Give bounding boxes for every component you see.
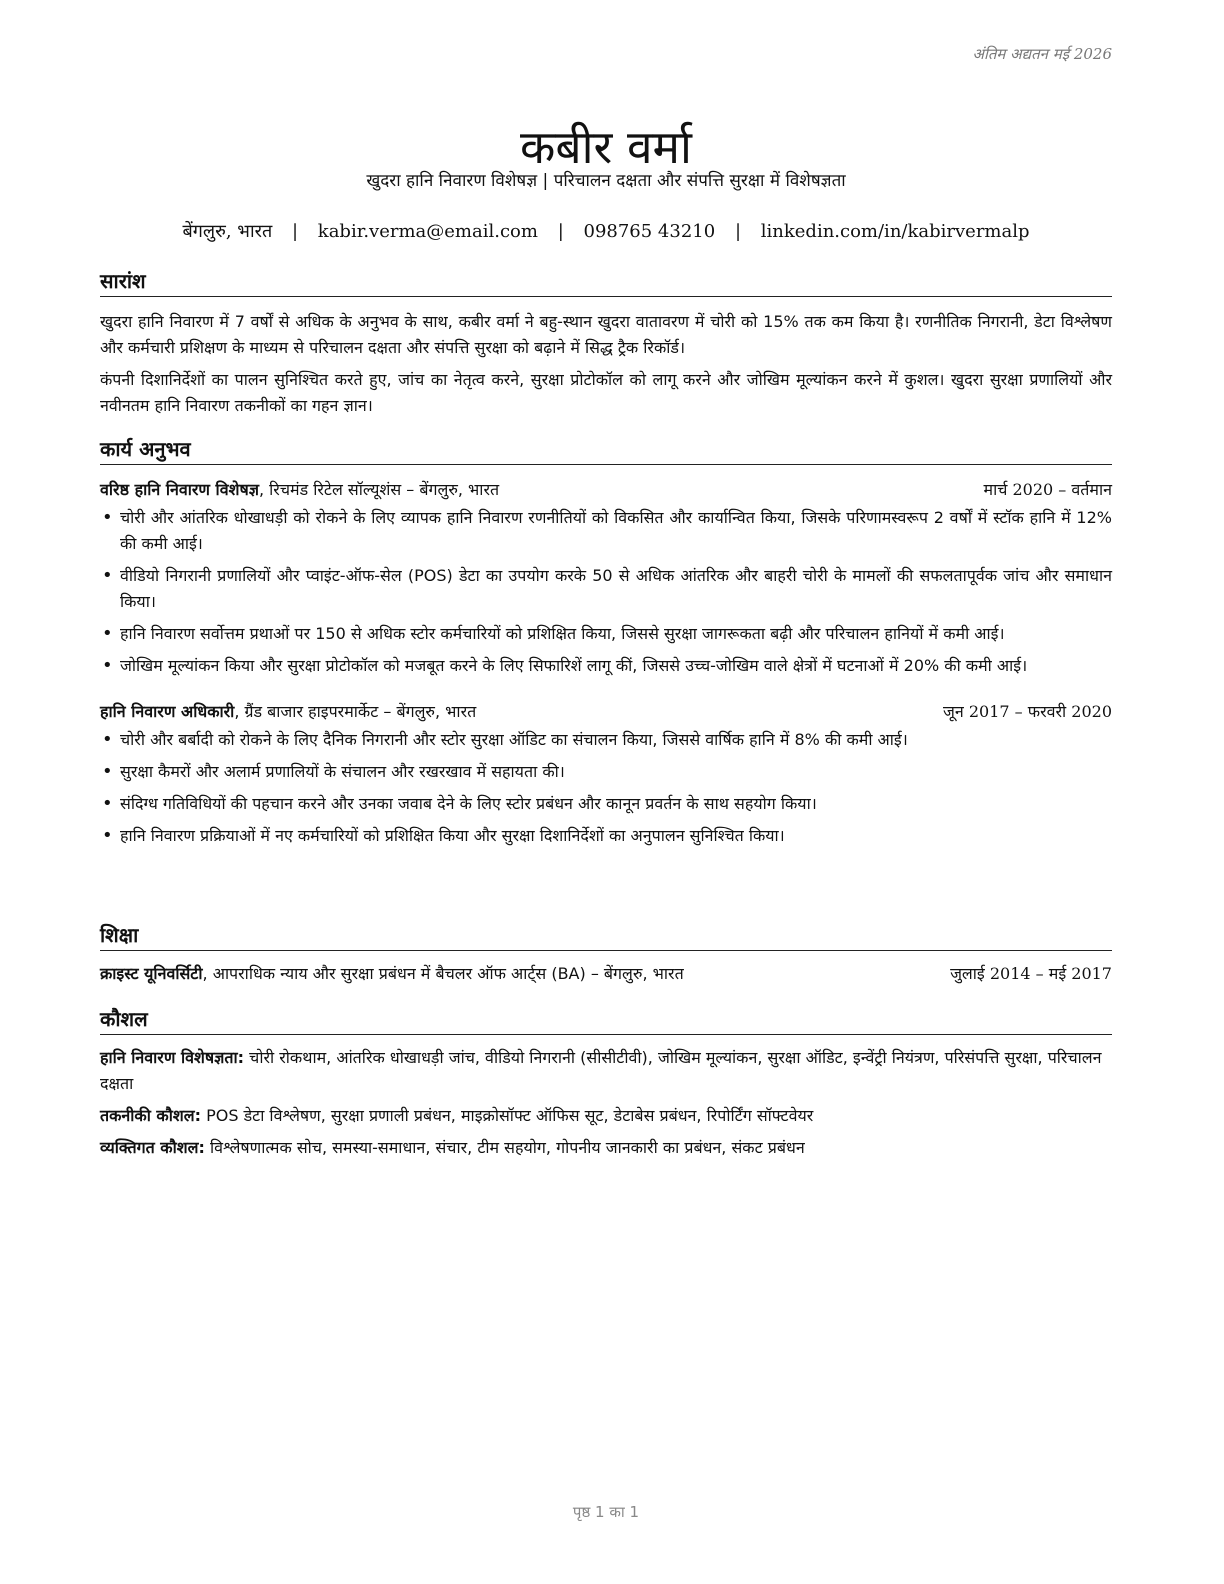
contact-separator: | — [291, 221, 299, 242]
contact-location: बेंगलुरु, भारत — [182, 221, 273, 242]
contact-line — [100, 219, 1112, 243]
education-entry — [100, 961, 1112, 987]
section-title-summary: सारांश — [100, 268, 1112, 297]
job-entry — [100, 699, 1112, 849]
job-bullet: • वीडियो निगरानी प्रणालियों और प्वाइंट-ऑफ-सेल (POS) डेटा का उपयोग करके 50 से अधिक आंतरिक और बाहरी चोरी के मामलों की सफलतापूर्वक जांच और समाधान किया। — [100, 563, 1112, 615]
contact-linkedin[interactable]: linkedin.com/in/kabirvermalp — [760, 221, 1030, 242]
education-section — [100, 922, 1112, 987]
contact-email[interactable]: kabir.verma@email.com — [317, 221, 538, 242]
job-bullets — [100, 505, 1112, 679]
contact-separator: | — [557, 221, 564, 242]
education-school: क्राइस्ट यूनिवर्सिटी — [100, 964, 203, 983]
job-company: , ग्रैंड बाजार हाइपरमार्केट – बेंगलुरु, भारत — [234, 702, 477, 721]
education-degree: , आपराधिक न्याय और सुरक्षा प्रबंधन में बैचलर ऑफ आर्ट्स (BA) – बेंगलुरु, भारत — [202, 964, 684, 983]
skill-line — [100, 1103, 1112, 1129]
education-dates: जुलाई 2014 – मई 2017 — [950, 964, 1112, 983]
section-title-skills: कौशल — [100, 1006, 1112, 1035]
section-title-education: शिक्षा — [100, 922, 1112, 951]
job-role: वरिष्ठ हानि निवारण विशेषज्ञ — [100, 480, 259, 499]
job-entry — [100, 477, 1112, 679]
tagline: खुदरा हानि निवारण विशेषज्ञ | परिचालन दक्षता और संपत्ति सुरक्षा में विशेषज्ञता — [366, 171, 846, 191]
contact-phone: 098765 43210 — [583, 221, 716, 242]
skill-label: हानि निवारण विशेषज्ञता: — [100, 1048, 245, 1067]
job-header — [100, 477, 1112, 503]
job-dates: जून 2017 – फरवरी 2020 — [943, 702, 1112, 721]
summary-paragraph: खुदरा हानि निवारण में 7 वर्षों से अधिक के अनुभव के साथ, कबीर वर्मा ने बहु-स्थान खुदरा वातावरण में चोरी को 15% तक कम किया है। रणनीतिक निगरानी, डेटा विश्लेषण और कर्मचारी प्रशिक्षण के माध्यम से परिचालन दक्षता और संपत्ति सुरक्षा को बढ़ाने में सिद्ध ट्रैक रिकॉर्ड। — [100, 312, 1112, 357]
skill-text: POS डेटा विश्लेषण, सुरक्षा प्रणाली प्रबंधन, माइक्रोसॉफ्ट ऑफिस सूट, डेटाबेस प्रबंधन, रिपोर्टिंग सॉफ्टवेयर — [201, 1106, 814, 1125]
job-bullet: • हानि निवारण प्रक्रियाओं में नए कर्मचारियों को प्रशिक्षित किया और सुरक्षा दिशानिर्देशों का अनुपालन सुनिश्चित किया। — [100, 823, 1112, 849]
skill-text: चोरी रोकथाम, आंतरिक धोखाधड़ी जांच, वीडियो निगरानी (सीसीटीवी), जोखिम मूल्यांकन, सुरक्षा ऑडिट, इन्वेंट्री नियंत्रण, परिसंपत्ति सुरक्षा, परिचालन दक्षता — [100, 1048, 1102, 1093]
skill-text: विश्लेषणात्मक सोच, समस्या-समाधान, संचार, टीम सहयोग, गोपनीय जानकारी का प्रबंधन, संकट प्रबंधन — [204, 1138, 805, 1157]
job-bullets — [100, 727, 1112, 849]
job-bullet: • चोरी और बर्बादी को रोकने के लिए दैनिक निगरानी और स्टोर सुरक्षा ऑडिट का संचालन किया, जिससे वार्षिक हानि में 8% की कमी आई। — [100, 727, 1112, 753]
last-updated: अंतिम अद्यतन मई 2026 — [972, 45, 1112, 63]
job-company: , रिचमंड रिटेल सॉल्यूशंस – बेंगलुरु, भारत — [258, 480, 500, 499]
skill-label: तकनीकी कौशल: — [100, 1106, 201, 1125]
job-role: हानि निवारण अधिकारी — [100, 702, 235, 721]
job-header — [100, 699, 1112, 725]
job-bullet: • हानि निवारण सर्वोत्तम प्रथाओं पर 150 से अधिक स्टोर कर्मचारियों को प्रशिक्षित किया, जिससे सुरक्षा जागरूकता बढ़ी और परिचालन हानियों में कमी आई। — [100, 621, 1112, 647]
skill-line — [100, 1045, 1112, 1097]
skills-section — [100, 1006, 1112, 1167]
job-bullet: • जोखिम मूल्यांकन किया और सुरक्षा प्रोटोकॉल को मजबूत करने के लिए सिफारिशें लागू कीं, जिससे उच्च-जोखिम वाले क्षेत्रों में घटनाओं में 20% की कमी आई। — [100, 653, 1112, 679]
experience-section — [100, 436, 1112, 855]
skill-line — [100, 1135, 1112, 1161]
job-bullet: • चोरी और आंतरिक धोखाधड़ी को रोकने के लिए व्यापक हानि निवारण रणनीतियों को विकसित और कार्यान्वित किया, जिसके परिणामस्वरूप 2 वर्षों में स्टॉक हानि में 12% की कमी आई। — [100, 505, 1112, 557]
education-school-degree — [100, 961, 684, 987]
section-title-experience: कार्य अनुभव — [100, 436, 1112, 465]
job-dates: मार्च 2020 – वर्तमान — [983, 480, 1112, 499]
job-role-company — [100, 699, 476, 725]
candidate-name: कबीर वर्मा — [520, 119, 692, 174]
summary-section — [100, 268, 1112, 425]
page-number: पृष्ठ 1 का 1 — [572, 1503, 640, 1521]
contact-separator: | — [734, 221, 742, 242]
skill-label: व्यक्तिगत कौशल: — [100, 1138, 205, 1157]
job-role-company — [100, 477, 499, 503]
summary-paragraph: कंपनी दिशानिर्देशों का पालन सुनिश्चित करते हुए, जांच का नेतृत्व करने, सुरक्षा प्रोटोकॉल को लागू करने और जोखिम मूल्यांकन करने में कुशल। खुदरा सुरक्षा प्रणालियों और नवीनतम हानि निवारण तकनीकों का गहन ज्ञान। — [100, 370, 1112, 415]
job-bullet: • संदिग्ध गतिविधियों की पहचान करने और उनका जवाब देने के लिए स्टोर प्रबंधन और कानून प्रवर्तन के साथ सहयोग किया। — [100, 791, 1112, 817]
job-bullet: • सुरक्षा कैमरों और अलार्म प्रणालियों के संचालन और रखरखाव में सहायता की। — [100, 759, 1112, 785]
resume-page — [100, 0, 1112, 1584]
